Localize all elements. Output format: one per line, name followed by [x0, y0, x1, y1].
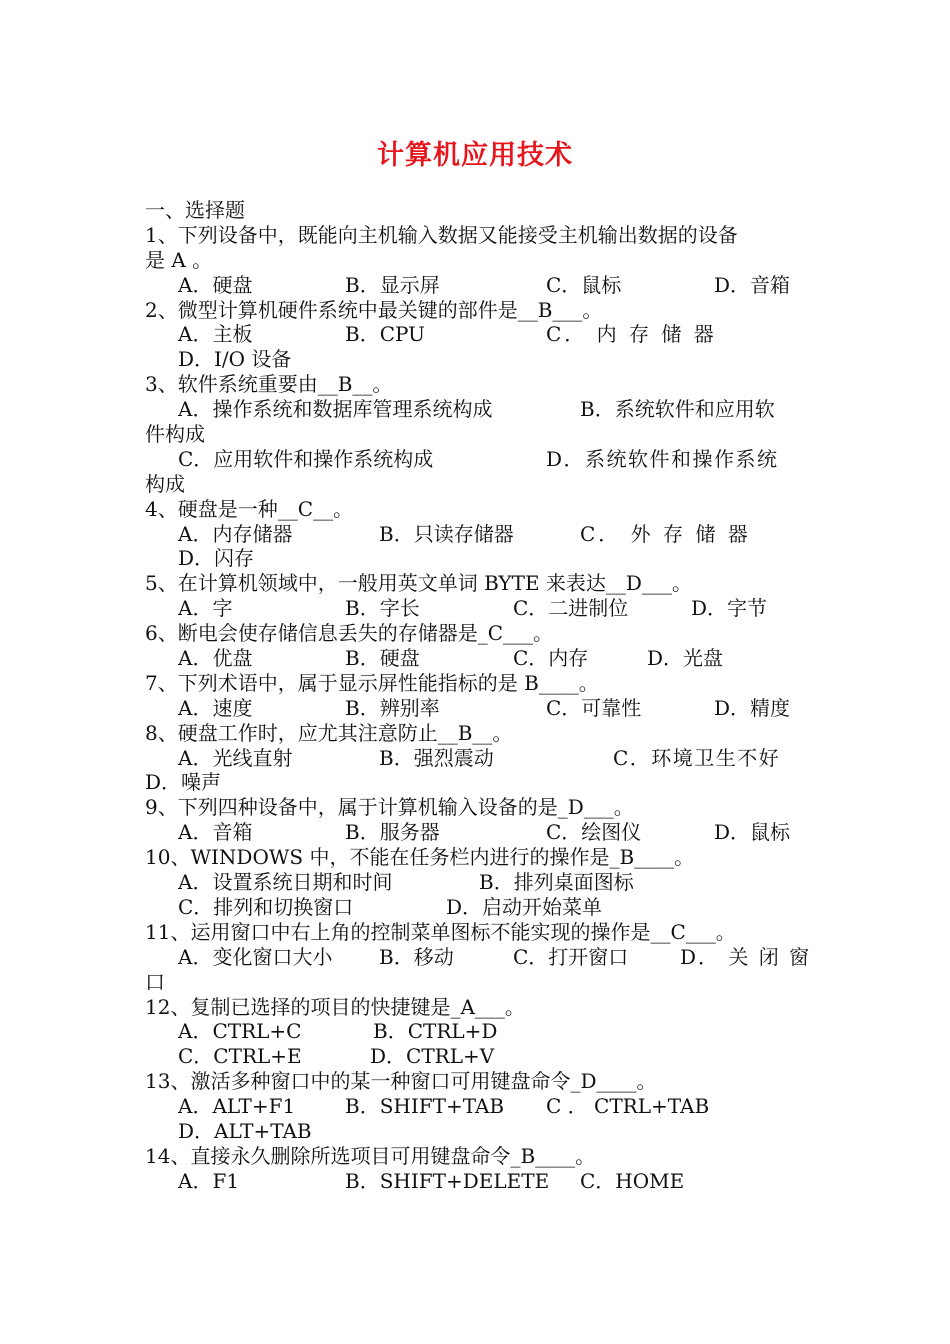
- option-a: A．硬盘: [178, 272, 253, 297]
- option-a: A．变化窗口大小: [178, 944, 333, 969]
- question-1-stem: 1、下列设备中，既能向主机输入数据又能接受主机输出数据的设备: [145, 222, 738, 247]
- option-d: D．CTRL+V: [370, 1044, 495, 1069]
- option-b: B．排列桌面图标: [479, 870, 634, 895]
- option-b: B．移动: [379, 944, 454, 969]
- question-4-stem: 4、硬盘是一种__C__。: [145, 496, 354, 521]
- option-c: C．绘图仪: [546, 820, 642, 845]
- option-b: B．CPU: [345, 322, 425, 347]
- question-10-options: [145, 870, 809, 895]
- document-title: 计算机应用技术: [377, 140, 573, 171]
- question-8-stem: 8、硬盘工作时，应尤其注意防止__B__。: [145, 720, 513, 745]
- option-b: B．系统软件和应用软: [580, 397, 775, 422]
- question-7-options: [145, 696, 809, 721]
- option-b: B．只读存储器: [379, 521, 514, 546]
- option-d: D．I/O 设备: [178, 347, 292, 372]
- question-2-options-cont: [145, 347, 809, 372]
- question-5-options: [145, 596, 809, 621]
- question-4-options: [145, 522, 809, 547]
- option-c: C．排列和切换窗口: [178, 894, 354, 919]
- option-b: B．辨别率: [345, 695, 440, 720]
- option-b: B．SHIFT+TAB: [345, 1094, 505, 1119]
- option-c: C． 内 存 储 器: [546, 322, 717, 347]
- question-4-options-cont: [145, 546, 809, 571]
- option-b: B．服务器: [345, 820, 440, 845]
- option-c: C．应用软件和操作系统构成: [178, 446, 434, 471]
- option-d: D．音箱: [714, 272, 791, 297]
- question-3-option-b-cont: 件构成: [145, 422, 205, 447]
- question-3-stem: 3、软件系统重要由__B__。: [145, 372, 393, 397]
- question-2-stem: 2、微型计算机硬件系统中最关键的部件是__B___。: [145, 297, 603, 322]
- option-b: B．强烈震动: [379, 745, 494, 770]
- option-c: C．HOME: [580, 1168, 685, 1193]
- question-14-options: [145, 1169, 809, 1194]
- option-a: A．字: [178, 596, 233, 621]
- option-d: D．鼠标: [714, 820, 791, 845]
- option-a: A．F1: [178, 1168, 240, 1193]
- question-13-stem: 13、激活多种窗口中的某一种窗口可用键盘命令_D____。: [145, 1069, 657, 1094]
- question-8-options: [145, 746, 809, 771]
- option-a: A．操作系统和数据库管理系统构成: [178, 397, 493, 422]
- section-heading: 一、选择题: [145, 198, 245, 222]
- question-7-stem: 7、下列术语中，属于显示屏性能指标的是 B____。: [145, 670, 599, 695]
- question-6-stem: 6、断电会使存储信息丢失的存储器是_C___。: [145, 621, 554, 646]
- option-a: A．优盘: [178, 646, 253, 671]
- option-b: B．CTRL+D: [373, 1019, 498, 1044]
- question-10-stem: 10、WINDOWS 中，不能在任务栏内进行的操作是_B____。: [145, 845, 695, 870]
- question-12-stem: 12、复制已选择的项目的快捷键是_A___。: [145, 994, 525, 1019]
- option-a: A．CTRL+C: [178, 1019, 302, 1044]
- question-8-options-cont: [145, 770, 809, 795]
- option-c: C．环境卫生不好: [613, 745, 781, 770]
- option-c: C ． CTRL+TAB: [546, 1094, 710, 1119]
- question-12-options-2: [145, 1044, 809, 1069]
- option-d: D． 关 闭 窗: [680, 944, 812, 969]
- question-12-options: [145, 1019, 809, 1044]
- option-d: D．闪存: [178, 546, 255, 571]
- option-b: B．SHIFT+DELETE: [345, 1168, 550, 1193]
- question-3-options: [145, 397, 809, 422]
- option-c: C．内存: [513, 646, 589, 671]
- option-a: A．光线直射: [178, 745, 293, 770]
- option-a: A．主板: [178, 322, 253, 347]
- option-a: A．内存储器: [178, 521, 293, 546]
- question-list: [145, 198, 812, 1194]
- question-11-stem: 11、运用窗口中右上角的控制菜单图标不能实现的操作是__C___。: [145, 919, 736, 944]
- question-9-stem: 9、下列四种设备中，属于计算机输入设备的是_D___。: [145, 795, 634, 820]
- option-c: C．CTRL+E: [178, 1044, 302, 1069]
- option-b: B．显示屏: [345, 272, 440, 297]
- option-d: D．噪声: [145, 770, 222, 795]
- question-6-options: [145, 646, 809, 671]
- question-1-options: [145, 273, 809, 298]
- question-14-stem: 14、直接永久删除所选项目可用键盘命令_B____。: [145, 1143, 596, 1168]
- option-d: D．系统软件和操作系统: [546, 446, 779, 471]
- question-3-option-d-cont: 构成: [145, 471, 185, 496]
- question-3-options-2: [145, 447, 809, 472]
- question-13-options: [145, 1094, 809, 1119]
- option-d: D．ALT+TAB: [178, 1118, 312, 1143]
- option-d: D．启动开始菜单: [446, 894, 603, 919]
- option-a: A．速度: [178, 695, 253, 720]
- option-b: B．字长: [345, 596, 420, 621]
- question-11-option-d-cont: 口: [145, 969, 165, 994]
- option-c: C．打开窗口: [513, 944, 629, 969]
- question-11-options: [145, 944, 812, 970]
- option-c: C．可靠性: [546, 695, 642, 720]
- option-c: C． 外 存 储 器: [580, 521, 751, 546]
- option-d: D．光盘: [647, 646, 724, 671]
- option-c: C．鼠标: [546, 272, 622, 297]
- question-2-options: [145, 322, 809, 347]
- question-10-options-2: [145, 895, 809, 920]
- question-13-options-cont: [145, 1119, 809, 1144]
- question-9-options: [145, 820, 809, 845]
- option-d: D．精度: [714, 695, 791, 720]
- option-d: D．字节: [691, 596, 768, 621]
- question-1-stem-cont: 是 A 。: [145, 247, 213, 272]
- option-b: B．硬盘: [345, 646, 420, 671]
- option-a: A．设置系统日期和时间: [178, 870, 393, 895]
- option-a: A．ALT+F1: [178, 1094, 296, 1119]
- option-a: A．音箱: [178, 820, 253, 845]
- question-5-stem: 5、在计算机领域中，一般用英文单词 BYTE 来表达__D___。: [145, 571, 692, 596]
- option-c: C．二进制位: [513, 596, 629, 621]
